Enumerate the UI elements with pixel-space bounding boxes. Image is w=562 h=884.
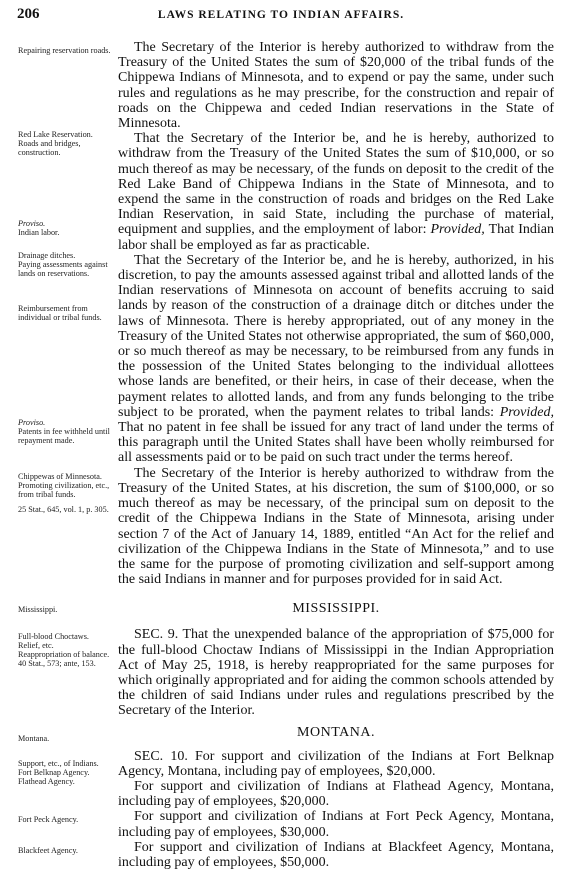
section-heading-montana: MONTANA. bbox=[297, 724, 375, 740]
paragraph: For support and civilization of Indians at Fort Peck Agency, Montana, including pay of employees, $30,000. bbox=[118, 809, 554, 840]
paragraph-text: That Indian labor shall be employed as far as practicable. bbox=[118, 222, 555, 253]
margin-note-line: Fort Belknap Agency. bbox=[18, 768, 90, 777]
margin-note-line: Indian labor. bbox=[18, 228, 60, 237]
margin-note-line: Flathead Agency. bbox=[18, 777, 75, 786]
margin-note bbox=[18, 418, 114, 445]
paragraph: For support and civilization of Indians at Flathead Agency, Montana, including pay of employees, $20,000. bbox=[118, 778, 554, 810]
proviso-label: Provided, bbox=[430, 222, 485, 238]
margin-note bbox=[18, 130, 114, 157]
margin-note-line: Full-blood Choctaws. bbox=[18, 632, 89, 641]
page-number: 206 bbox=[17, 6, 40, 22]
section-heading-mississippi: MISSISSIPPI. bbox=[292, 601, 380, 617]
paragraph-text: That the Secretary of the Interior be, and he is hereby, authorized to withdraw from the Treasury of the United States the sum of $10,000, or so much thereof as may be necessary, of the funds on deposit to the credit of the Red Lake Band of Chippewa Indians in the State of Minnesota, and to expend the same in the construction of roads and bridges on the Red Lake Indian Reservation, in said State, including the purchase of material, equipment and supplies, and the employment of labor: bbox=[118, 131, 554, 238]
main-text bbox=[118, 40, 554, 870]
paragraph: The Secretary of the Interior is hereby authorized to withdraw from the Treasury of the United States, at his discretion, the sum of $100,000, or so much thereof as may be necessary, of the principal sum on deposit to the credit of the Chippewa Indians in the State of Minnesota, arising under section 7 of the Act of January 14, 1889, entitled “An Act for the relief and civilization of the Chippewa Indians in the State of Minnesota,” and to use the same for the purpose of promoting civilization and self-support among the said Indians in manner and for purposes provided for in said Act. bbox=[118, 465, 554, 588]
paragraph: SEC. 9. That the unexpended balance of the appropriation of $75,000 for the full-blood Choctaw Indians of Mississippi in the Indian Appropriation Act of May 25, 1918, is hereby reappropriated for the same purposes for which originally appropriated and for aiding the common schools attended by the children of said Indians under rules and regulations prescribed by the Secretary of the Interior. bbox=[118, 627, 554, 719]
margin-note-line: Promoting civilization, etc., from tribal funds. bbox=[18, 481, 110, 499]
margin-note-line: Red Lake Reservation. bbox=[18, 130, 93, 139]
margin-note bbox=[18, 472, 114, 514]
margin-note-line: 40 Stat., 573; ante, 153. bbox=[18, 659, 96, 668]
margin-note: Repairing reservation roads. bbox=[18, 46, 111, 55]
margin-note bbox=[18, 632, 114, 668]
margin-note-line: Proviso. bbox=[18, 219, 46, 228]
paragraph: For support and civilization of Indians at Blackfeet Agency, Montana, including pay of employees, $50,000. bbox=[118, 839, 554, 870]
margin-note: Blackfeet Agency. bbox=[18, 846, 78, 855]
margin-note: Reimbursement from individual or tribal funds. bbox=[18, 304, 102, 322]
paragraph: The Secretary of the Interior is hereby authorized to withdraw from the Treasury of the United States the sum of $20,000 of the tribal funds of the Chippewa Indians of Minnesota, and to expend or pay the same, under such rules and regulations as he may prescribe, for the construction and repair of roads on the Chippewa and ceded Indian reservations in the State of Minnesota. bbox=[118, 40, 554, 132]
proviso-label: Provided, bbox=[499, 404, 555, 420]
margin-note: Fort Peck Agency. bbox=[18, 815, 79, 824]
margin-note-line: 25 Stat., 645, vol. 1, p. 305. bbox=[18, 505, 109, 514]
margin-note-line: Paying assessments against lands on reservations. bbox=[18, 260, 108, 278]
paragraph-text: That the Secretary of the Interior be, and he is hereby, authorized, in his discretion, to pay the amounts assessed against tribal and allotted lands of the Indian reservations of Minnesota on account of benefits accruing to said lands by reason of the construction of a drainage ditch or ditches under the laws of Minnesota. There is hereby appropriated, out of any money in the Treasury of the United States not otherwise appropriated, the sum of $60,000, or so much thereof as may be necessary, to be reimbursed from any funds in the possession of the United States belonging to the individual allottees whose lands are benefited, or their heirs, in case of their decease, when the payment relates to allotted lands, and from any funds belonging to the tribe subject to be prorated, when the payment relates to tribal lands: bbox=[118, 252, 554, 420]
paragraph bbox=[118, 253, 554, 466]
margin-note-line: Support, etc., of Indians. bbox=[18, 759, 99, 768]
margin-note: Mississippi. bbox=[18, 605, 58, 614]
margin-note-line: Drainage ditches. bbox=[18, 251, 76, 260]
paragraph: SEC. 10. For support and civilization of the Indians at Fort Belknap Agency, Montana, including pay of employees, $20,000. bbox=[118, 748, 554, 779]
margin-note-line: Chippewas of Minnesota. bbox=[18, 472, 102, 481]
margin-note bbox=[18, 251, 114, 278]
margin-note-line: Reappropriation of balance. bbox=[18, 650, 110, 659]
margin-note-line: Proviso. bbox=[18, 418, 46, 427]
margin-note bbox=[18, 759, 114, 786]
margin-note-line: Roads and bridges, construction. bbox=[18, 139, 81, 157]
paragraph bbox=[118, 131, 554, 253]
paragraph-text: That no patent in fee shall be issued for any tract of land under the terms of this paragraph until the United States shall have been wholly reimbursed for all assessments paid or to be paid on such tract under the terms hereof. bbox=[118, 420, 554, 466]
margin-note-line: Patents in fee withheld until repayment made. bbox=[18, 427, 110, 445]
running-head: LAWS RELATING TO INDIAN AFFAIRS. bbox=[157, 9, 405, 21]
margin-note-line: Relief, etc. bbox=[18, 641, 54, 650]
margin-note bbox=[18, 219, 114, 237]
margin-note: Montana. bbox=[18, 734, 50, 743]
